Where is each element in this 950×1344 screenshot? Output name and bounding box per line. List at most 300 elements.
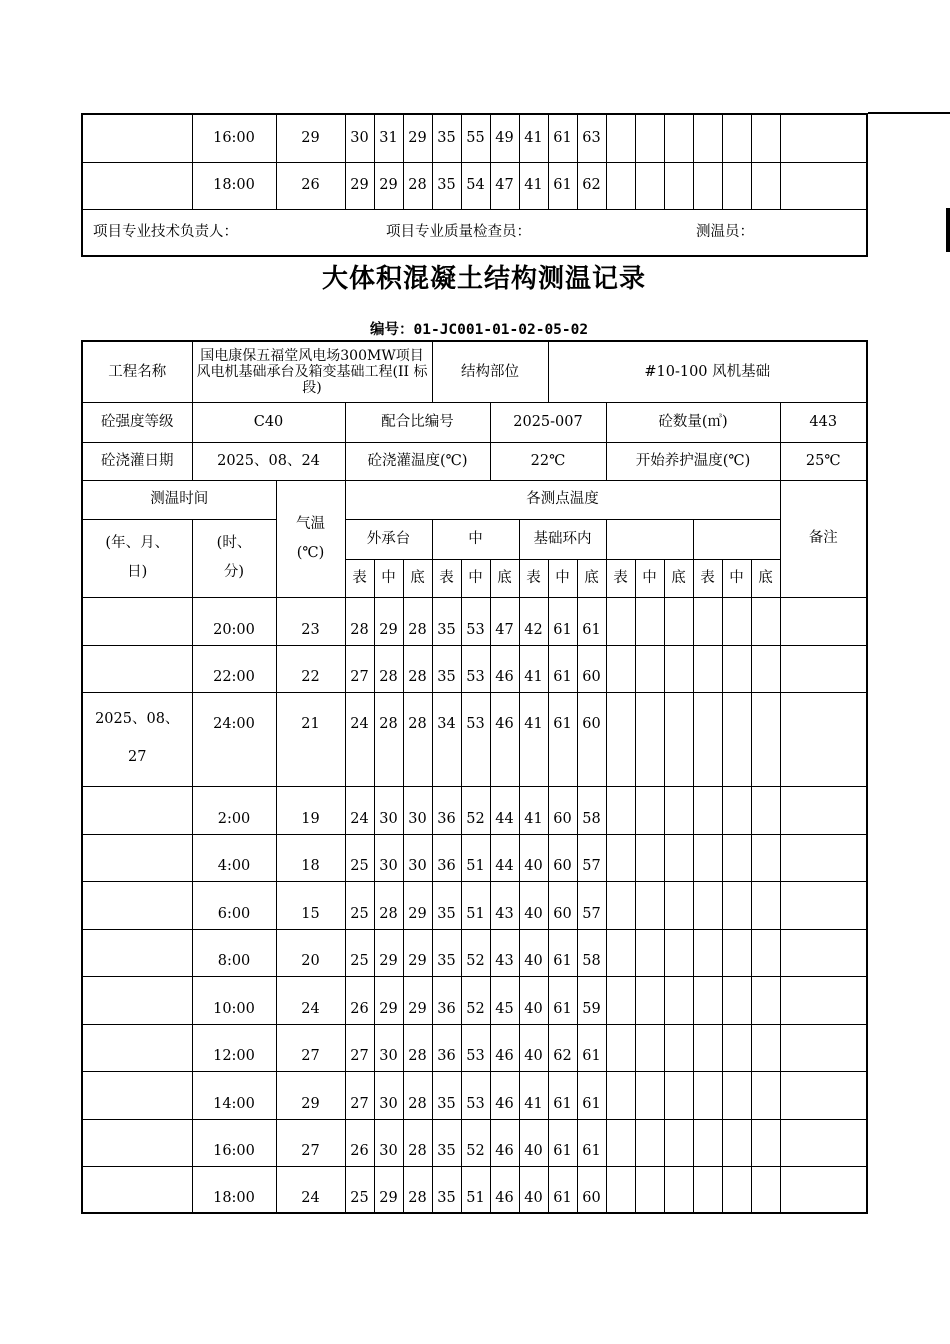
date-cell xyxy=(82,1071,192,1119)
point-temp-cell xyxy=(693,114,722,162)
time-sub-label: (时、分) xyxy=(216,535,252,580)
point-temp-cell: 40 xyxy=(519,1119,548,1166)
point-temp-cell: 29 xyxy=(403,929,432,976)
point-temp-cell: 60 xyxy=(548,881,577,929)
point-temp-cell: 61 xyxy=(548,645,577,692)
table-row xyxy=(82,162,867,209)
point-temp-cell: 30 xyxy=(374,834,403,881)
point-temp-cell: 29 xyxy=(374,597,403,645)
point-temp-cell: 30 xyxy=(403,786,432,834)
point-temp-cell: 28 xyxy=(403,162,432,209)
date-cell xyxy=(82,1166,192,1213)
point-temp-cell: 62 xyxy=(577,162,606,209)
point-temp-cell xyxy=(664,114,693,162)
point-temp-cell: 61 xyxy=(548,692,577,786)
point-temp-cell: 41 xyxy=(519,162,548,209)
point-temp-cell xyxy=(693,1166,722,1213)
temp-recorder-label: 测温员： xyxy=(696,224,754,241)
point-temp-cell xyxy=(693,1071,722,1119)
point-temp-cell: 40 xyxy=(519,976,548,1024)
point-temp-cell: 29 xyxy=(374,976,403,1024)
date-cell xyxy=(82,976,192,1024)
point-temp-cell xyxy=(751,834,780,881)
time-cell: 24:00 xyxy=(192,692,276,786)
point-temp-cell: 28 xyxy=(403,1166,432,1213)
point-temp-cell xyxy=(635,881,664,929)
date-cell xyxy=(82,162,192,209)
point-temp-cell: 61 xyxy=(548,597,577,645)
point-temp-cell: 41 xyxy=(519,786,548,834)
time-cell: 10:00 xyxy=(192,976,276,1024)
point-sub-header: 表 xyxy=(519,559,548,597)
group-outer-header: 外承台 xyxy=(345,519,432,559)
point-temp-cell: 40 xyxy=(519,929,548,976)
project-label: 工程名称 xyxy=(82,341,192,402)
group-empty-1 xyxy=(606,519,693,559)
point-temp-cell: 51 xyxy=(461,834,490,881)
point-temp-cell xyxy=(722,976,751,1024)
date-cell xyxy=(82,645,192,692)
point-temp-cell: 40 xyxy=(519,881,548,929)
point-temp-cell xyxy=(722,929,751,976)
point-temp-cell xyxy=(751,1166,780,1213)
remark-cell xyxy=(780,976,867,1024)
point-temp-cell: 61 xyxy=(577,1119,606,1166)
point-temp-cell: 41 xyxy=(519,692,548,786)
point-temp-cell xyxy=(606,1071,635,1119)
point-temp-cell xyxy=(693,1024,722,1071)
point-temp-cell xyxy=(664,786,693,834)
point-temp-cell xyxy=(635,1119,664,1166)
air-temp-label: 气温(℃) xyxy=(296,515,325,561)
point-temp-cell xyxy=(664,162,693,209)
point-sub-header: 中 xyxy=(374,559,403,597)
point-temp-cell: 61 xyxy=(548,162,577,209)
point-temp-cell: 28 xyxy=(403,1071,432,1119)
point-temp-cell: 35 xyxy=(432,162,461,209)
time-subheader xyxy=(192,519,276,597)
point-temp-cell xyxy=(606,881,635,929)
point-temp-cell: 46 xyxy=(490,1024,519,1071)
point-temp-cell xyxy=(606,929,635,976)
header-row-1 xyxy=(82,480,867,519)
point-temp-cell xyxy=(722,1166,751,1213)
point-temp-cell xyxy=(635,834,664,881)
quality-inspector-label: 项目专业质量检查员： xyxy=(386,224,531,241)
date-cell xyxy=(82,881,192,929)
point-temp-cell: 41 xyxy=(519,114,548,162)
point-temp-cell xyxy=(751,162,780,209)
point-temp-cell: 28 xyxy=(345,597,374,645)
point-temp-cell xyxy=(635,976,664,1024)
point-temp-cell: 35 xyxy=(432,881,461,929)
date-cell xyxy=(82,786,192,834)
point-temp-cell: 25 xyxy=(345,834,374,881)
point-temp-cell: 60 xyxy=(577,1166,606,1213)
point-temp-cell: 52 xyxy=(461,929,490,976)
point-temp-cell xyxy=(693,162,722,209)
remark-cell xyxy=(780,881,867,929)
time-cell: 2:00 xyxy=(192,786,276,834)
point-temp-cell xyxy=(606,597,635,645)
point-sub-header: 底 xyxy=(577,559,606,597)
point-temp-cell xyxy=(751,645,780,692)
point-temp-cell xyxy=(722,834,751,881)
point-temp-cell: 60 xyxy=(548,786,577,834)
point-temp-cell xyxy=(606,1166,635,1213)
remark-cell xyxy=(780,1119,867,1166)
point-temp-cell: 29 xyxy=(345,162,374,209)
point-sub-header: 底 xyxy=(751,559,780,597)
point-temp-cell: 29 xyxy=(403,881,432,929)
point-temp-cell xyxy=(664,1166,693,1213)
time-cell: 16:00 xyxy=(192,114,276,162)
point-temp-cell: 35 xyxy=(432,597,461,645)
remark-header: 备注 xyxy=(780,480,867,597)
point-temp-cell xyxy=(606,1119,635,1166)
point-temp-cell: 61 xyxy=(548,976,577,1024)
point-temp-cell: 28 xyxy=(403,645,432,692)
point-temp-cell: 46 xyxy=(490,1119,519,1166)
table-row xyxy=(82,1119,867,1166)
date-cell xyxy=(82,692,192,786)
point-temp-cell: 58 xyxy=(577,786,606,834)
remark-cell xyxy=(780,929,867,976)
pour-date-value: 2025、08、24 xyxy=(192,442,345,480)
point-temp-cell xyxy=(635,597,664,645)
point-temp-cell: 60 xyxy=(548,834,577,881)
point-temp-cell xyxy=(693,597,722,645)
table-row xyxy=(82,834,867,881)
point-temp-cell: 57 xyxy=(577,834,606,881)
document-title: 大体积混凝土结构测温记录 xyxy=(321,264,646,294)
pour-temp-value: 22℃ xyxy=(490,442,606,480)
point-temp-cell: 53 xyxy=(461,1024,490,1071)
point-temp-cell: 40 xyxy=(519,1166,548,1213)
point-temp-cell: 60 xyxy=(577,645,606,692)
point-temp-cell xyxy=(693,692,722,786)
point-temp-cell xyxy=(751,1024,780,1071)
point-temp-cell: 49 xyxy=(490,114,519,162)
point-temp-cell: 53 xyxy=(461,1071,490,1119)
point-temp-cell: 58 xyxy=(577,929,606,976)
group-empty-2 xyxy=(693,519,780,559)
point-temp-cell: 28 xyxy=(403,1119,432,1166)
point-temp-cell: 43 xyxy=(490,929,519,976)
point-temp-cell: 28 xyxy=(403,1024,432,1071)
point-temp-cell xyxy=(722,1071,751,1119)
point-temp-cell: 63 xyxy=(577,114,606,162)
point-temp-cell: 28 xyxy=(374,881,403,929)
air-temp-cell: 15 xyxy=(276,881,345,929)
air-temp-cell: 24 xyxy=(276,976,345,1024)
air-temp-cell: 27 xyxy=(276,1024,345,1071)
point-sub-header: 底 xyxy=(664,559,693,597)
point-temp-cell: 29 xyxy=(374,929,403,976)
point-temp-cell xyxy=(635,1071,664,1119)
point-sub-header: 中 xyxy=(548,559,577,597)
remark-cell xyxy=(780,1166,867,1213)
measure-time-header: 测温时间 xyxy=(82,480,276,519)
point-temp-cell xyxy=(722,162,751,209)
remark-cell xyxy=(780,786,867,834)
point-temp-cell: 46 xyxy=(490,692,519,786)
info-row-project xyxy=(82,341,867,402)
point-temp-cell: 53 xyxy=(461,597,490,645)
point-temp-cell: 44 xyxy=(490,834,519,881)
point-temp-cell: 35 xyxy=(432,1071,461,1119)
point-temp-cell: 28 xyxy=(403,597,432,645)
point-temp-cell: 30 xyxy=(374,1024,403,1071)
table-row xyxy=(82,645,867,692)
air-temp-cell: 26 xyxy=(276,162,345,209)
point-temp-cell: 24 xyxy=(345,786,374,834)
grade-label: 砼强度等级 xyxy=(82,402,192,442)
point-temp-cell xyxy=(606,786,635,834)
point-temp-cell: 35 xyxy=(432,1166,461,1213)
pour-date-label: 砼浇灌日期 xyxy=(82,442,192,480)
point-temp-cell xyxy=(664,929,693,976)
project-value: 国电康保五福堂风电场300MW项目风电机基础承台及箱变基础工程(II 标段) xyxy=(192,341,432,402)
point-temp-cell: 40 xyxy=(519,1024,548,1071)
date-cell xyxy=(82,1119,192,1166)
point-temp-cell: 31 xyxy=(374,114,403,162)
point-temp-cell xyxy=(664,692,693,786)
point-temp-cell: 36 xyxy=(432,1024,461,1071)
temperature-record-table xyxy=(81,340,868,1214)
signature-row xyxy=(82,209,867,256)
point-temp-cell: 27 xyxy=(345,1071,374,1119)
point-temp-cell xyxy=(751,114,780,162)
point-temp-cell xyxy=(664,1071,693,1119)
point-temp-cell xyxy=(635,929,664,976)
cure-temp-label: 开始养护温度(℃) xyxy=(606,442,780,480)
point-temp-cell: 29 xyxy=(374,162,403,209)
point-temp-cell: 52 xyxy=(461,1119,490,1166)
time-cell: 18:00 xyxy=(192,1166,276,1213)
header-row-2 xyxy=(82,519,867,559)
point-temp-cell: 59 xyxy=(577,976,606,1024)
point-temp-cell: 36 xyxy=(432,976,461,1024)
signature-cell xyxy=(82,209,867,256)
point-temp-cell xyxy=(693,645,722,692)
table-row xyxy=(82,976,867,1024)
point-temp-cell xyxy=(635,162,664,209)
table-row xyxy=(82,1024,867,1071)
point-temp-cell: 62 xyxy=(548,1024,577,1071)
point-temp-cell xyxy=(635,114,664,162)
table-row xyxy=(82,786,867,834)
table-row xyxy=(82,1166,867,1213)
point-temp-cell: 28 xyxy=(403,692,432,786)
point-temp-cell xyxy=(664,1119,693,1166)
mix-label: 配合比编号 xyxy=(345,402,490,442)
point-temp-cell: 30 xyxy=(374,786,403,834)
point-temp-cell: 46 xyxy=(490,645,519,692)
point-temp-cell: 28 xyxy=(374,645,403,692)
pour-temp-label: 砼浇灌温度(℃) xyxy=(345,442,490,480)
point-temp-cell: 53 xyxy=(461,645,490,692)
point-temp-cell: 47 xyxy=(490,162,519,209)
table-row xyxy=(82,114,867,162)
point-temp-cell xyxy=(751,929,780,976)
air-temp-cell: 21 xyxy=(276,692,345,786)
point-temp-cell xyxy=(722,597,751,645)
point-temp-cell: 51 xyxy=(461,1166,490,1213)
point-temp-cell xyxy=(606,1024,635,1071)
point-temp-cell: 25 xyxy=(345,929,374,976)
time-cell: 18:00 xyxy=(192,162,276,209)
point-sub-header: 表 xyxy=(693,559,722,597)
point-temp-cell: 53 xyxy=(461,692,490,786)
point-sub-header: 表 xyxy=(606,559,635,597)
air-temp-cell: 18 xyxy=(276,834,345,881)
point-temp-cell xyxy=(722,881,751,929)
point-temp-cell: 40 xyxy=(519,834,548,881)
point-temp-cell: 30 xyxy=(345,114,374,162)
point-temp-cell xyxy=(664,834,693,881)
table-row xyxy=(82,881,867,929)
date-cell xyxy=(82,114,192,162)
remark-cell xyxy=(780,162,867,209)
time-cell: 6:00 xyxy=(192,881,276,929)
point-temp-cell: 29 xyxy=(403,114,432,162)
time-cell: 20:00 xyxy=(192,597,276,645)
point-temp-cell: 30 xyxy=(374,1071,403,1119)
point-sub-header: 底 xyxy=(403,559,432,597)
time-cell: 4:00 xyxy=(192,834,276,881)
point-temp-cell: 26 xyxy=(345,1119,374,1166)
remark-cell xyxy=(780,834,867,881)
point-temp-cell xyxy=(635,1166,664,1213)
document-number: 编号：01-JC001-01-02-05-02 xyxy=(370,322,589,338)
page-edge-mark xyxy=(946,208,950,252)
point-temp-cell: 51 xyxy=(461,881,490,929)
point-temp-cell xyxy=(722,114,751,162)
point-temp-cell xyxy=(606,834,635,881)
point-temp-cell: 61 xyxy=(577,1024,606,1071)
remark-cell xyxy=(780,114,867,162)
point-temp-cell: 36 xyxy=(432,834,461,881)
point-temp-cell: 61 xyxy=(548,1071,577,1119)
point-temp-cell: 54 xyxy=(461,162,490,209)
point-temp-cell: 61 xyxy=(548,1119,577,1166)
point-temp-cell: 28 xyxy=(374,692,403,786)
air-temp-cell: 23 xyxy=(276,597,345,645)
part-label: 结构部位 xyxy=(432,341,548,402)
table-row xyxy=(82,692,867,786)
point-temp-cell xyxy=(635,645,664,692)
air-temp-cell: 20 xyxy=(276,929,345,976)
point-sub-header: 底 xyxy=(490,559,519,597)
point-temp-cell xyxy=(751,976,780,1024)
time-cell: 8:00 xyxy=(192,929,276,976)
point-temp-cell: 41 xyxy=(519,1071,548,1119)
point-temp-cell xyxy=(606,645,635,692)
point-temp-cell xyxy=(751,1071,780,1119)
qty-label: 砼数量(㎥) xyxy=(606,402,780,442)
point-temp-cell xyxy=(693,976,722,1024)
point-temp-cell xyxy=(693,834,722,881)
point-sub-header: 表 xyxy=(345,559,374,597)
point-temp-cell xyxy=(606,114,635,162)
point-temp-cell: 61 xyxy=(577,597,606,645)
point-temp-cell: 26 xyxy=(345,976,374,1024)
time-cell: 22:00 xyxy=(192,645,276,692)
point-temp-cell: 29 xyxy=(374,1166,403,1213)
point-temp-cell xyxy=(722,645,751,692)
point-temp-cell xyxy=(722,692,751,786)
qty-value: 443 xyxy=(780,402,867,442)
air-temp-cell: 29 xyxy=(276,1071,345,1119)
point-temp-cell: 24 xyxy=(345,692,374,786)
point-temp-cell xyxy=(635,692,664,786)
remark-cell xyxy=(780,692,867,786)
point-temp-cell: 25 xyxy=(345,881,374,929)
time-cell: 14:00 xyxy=(192,1071,276,1119)
point-temp-cell: 46 xyxy=(490,1166,519,1213)
point-sub-header: 中 xyxy=(722,559,751,597)
point-temp-cell xyxy=(693,1119,722,1166)
point-temp-cell: 27 xyxy=(345,1024,374,1071)
point-temp-cell: 52 xyxy=(461,786,490,834)
date-cell xyxy=(82,1024,192,1071)
point-temp-cell: 35 xyxy=(432,1119,461,1166)
tech-lead-label: 项目专业技术负责人： xyxy=(93,224,238,241)
point-temp-cell xyxy=(664,645,693,692)
point-temp-cell xyxy=(635,786,664,834)
point-temp-cell: 34 xyxy=(432,692,461,786)
air-temp-cell: 19 xyxy=(276,786,345,834)
time-cell: 12:00 xyxy=(192,1024,276,1071)
point-temp-cell xyxy=(693,929,722,976)
point-temp-cell xyxy=(722,1119,751,1166)
remark-cell xyxy=(780,1071,867,1119)
point-temp-cell xyxy=(693,881,722,929)
point-temp-cell xyxy=(635,1024,664,1071)
point-temp-cell: 61 xyxy=(577,1071,606,1119)
remark-cell xyxy=(780,645,867,692)
point-temp-cell: 36 xyxy=(432,786,461,834)
date-cell xyxy=(82,597,192,645)
point-temp-cell xyxy=(751,1119,780,1166)
point-temp-cell xyxy=(606,976,635,1024)
point-temp-cell: 35 xyxy=(432,645,461,692)
cure-temp-value: 25℃ xyxy=(780,442,867,480)
point-temp-cell: 35 xyxy=(432,114,461,162)
point-sub-header: 中 xyxy=(461,559,490,597)
air-temp-cell: 29 xyxy=(276,114,345,162)
point-temp-cell: 30 xyxy=(374,1119,403,1166)
air-temp-cell: 27 xyxy=(276,1119,345,1166)
point-temp-cell: 30 xyxy=(403,834,432,881)
point-temp-cell: 42 xyxy=(519,597,548,645)
time-cell: 16:00 xyxy=(192,1119,276,1166)
grade-value: C40 xyxy=(192,402,345,442)
group-ring-header: 基础环内 xyxy=(519,519,606,559)
table-row xyxy=(82,597,867,645)
point-sub-header: 表 xyxy=(432,559,461,597)
remark-cell xyxy=(780,597,867,645)
remark-cell xyxy=(780,1024,867,1071)
point-temp-cell xyxy=(664,976,693,1024)
point-temp-cell: 25 xyxy=(345,1166,374,1213)
point-temp-cell: 46 xyxy=(490,1071,519,1119)
points-temp-header: 各测点温度 xyxy=(345,480,780,519)
date-value: 2025、08、27 xyxy=(95,711,180,765)
point-temp-cell xyxy=(751,881,780,929)
point-temp-cell: 61 xyxy=(548,929,577,976)
